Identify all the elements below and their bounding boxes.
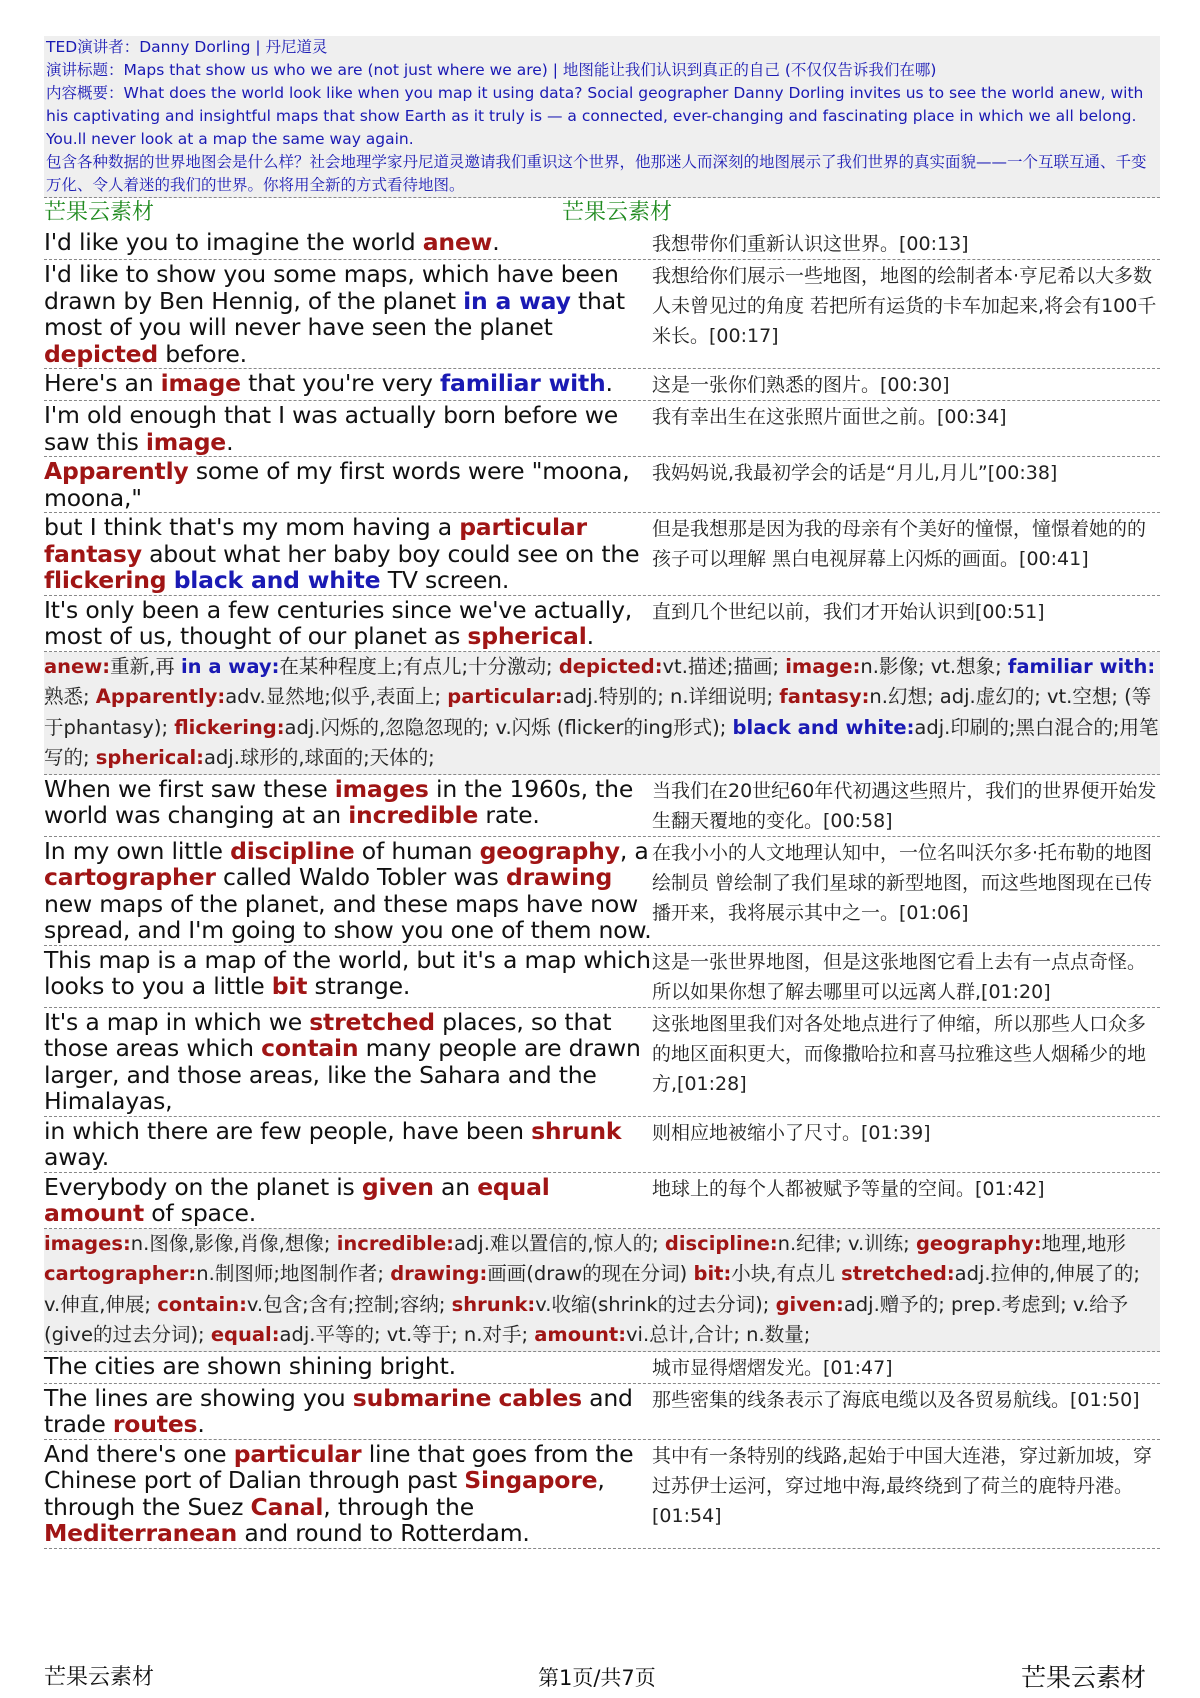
highlighted-term: shrunk (531, 1116, 622, 1145)
document-page (44, 36, 1160, 1549)
transcript-row (44, 946, 1160, 1008)
sentence-text: that most of you will never have seen the planet (44, 286, 625, 341)
highlighted-term: particular (459, 513, 587, 541)
english-sentence (44, 837, 652, 945)
highlighted-term: anew (422, 228, 493, 256)
sentence-text: I'm old enough that I was actually born before we saw this (44, 401, 619, 456)
transcript-row (44, 401, 1160, 457)
transcript-row (44, 1117, 1160, 1173)
vocab-word: images: (44, 1231, 131, 1255)
sentence-text: In my own little (44, 836, 231, 865)
vocab-definition: adv.显然地;似乎,表面上; (225, 685, 448, 708)
vocab-definition: 在某种程度上;有点儿;十分激动; (279, 654, 559, 678)
vocab-definition: n.影像; vt.想象; (860, 654, 1008, 678)
english-sentence (44, 1008, 652, 1116)
summary-zh: 包含各种数据的世界地图会是什么样？社会地理学家丹尼道灵邀请我们重识这个世界，他那迷人而深刻的地图展示了我们世界的真实面貌——一个互联互通、千变万化、令人着迷的我们的世界。你将用全新的方式看待地图。 (46, 153, 1147, 194)
highlighted-term: spherical (467, 622, 587, 650)
vocab-definition: v.包含;含有;控制;容纳; (246, 1292, 452, 1316)
highlighted-term: incredible (348, 801, 479, 829)
sentence-text: When we first saw these (44, 774, 335, 803)
transcript-row (44, 1352, 1160, 1384)
vocab-word: equal: (210, 1323, 280, 1346)
sentence-text: It's a map in which we (44, 1007, 310, 1036)
sentence-text: and round to Rotterdam. (237, 1519, 530, 1547)
highlighted-term: given (361, 1172, 434, 1201)
vocab-word: depicted: (558, 654, 663, 678)
sentence-text: rate. (478, 801, 540, 829)
vocab-word: stretched: (841, 1262, 955, 1285)
sentence-text: , a (619, 836, 649, 865)
highlighted-term: Singapore (464, 1466, 598, 1494)
sentence-text: many people are drawn larger, and those areas, like the Sahara and the Himalayas, (44, 1034, 641, 1115)
sentence-text: . (586, 622, 594, 650)
sentence-text: . (226, 427, 234, 456)
highlighted-term: submarine (352, 1383, 492, 1412)
english-sentence (44, 1352, 652, 1383)
chinese-translation: 其中有一条特别的线路,起始于中国大连港，穿过新加坡，穿过苏伊士运河，穿过地中海,最终绕到了荷兰的鹿特丹港。[01:54] (652, 1444, 1153, 1527)
vocab-word: geography: (915, 1231, 1042, 1255)
vocab-definition: adj.特别的; n.详细说明; (562, 685, 780, 708)
sentence-text: The cities are shown shining bright. (44, 1351, 456, 1380)
vocab-word: flickering: (174, 715, 285, 739)
english-sentence (44, 260, 652, 368)
sentence-text: called Waldo Tobler was (215, 863, 506, 891)
vocab-definition: 小块,有点儿 (731, 1262, 842, 1285)
sentence-text: The lines are showing you (44, 1383, 353, 1412)
vocab-word: given: (775, 1292, 844, 1316)
vocab-definition: vt.描述;描画; (662, 654, 786, 678)
sentence-text: I'd like to show you some maps, which have been drawn by Ben Hennig, of the planet (44, 260, 619, 315)
transcript-block-2 (44, 775, 1160, 1229)
chinese-translation: 这张地图里我们对各处地点进行了伸缩，所以那些人口众多的地区面积更大，而像撒哈拉和喜马拉雅这些人烟稀少的地方,[01:28] (652, 1012, 1147, 1095)
highlighted-term: cartographer (44, 863, 216, 891)
chinese-translation: 这是一张你们熟悉的图片。[00:30] (652, 374, 950, 396)
chinese-translation: 那些密集的线条表示了海底电缆以及各贸易航线。[01:50] (652, 1388, 1140, 1411)
highlighted-term: black and white (173, 566, 381, 594)
english-sentence (44, 775, 652, 836)
vocab-word: in a way: (181, 654, 280, 678)
vocab-word: image: (785, 654, 861, 678)
sentence-text: . (197, 1410, 205, 1438)
page-footer (44, 1660, 1160, 1696)
chinese-translation: 我想带你们重新认识这世界。[00:13] (652, 233, 969, 255)
sentence-text: . (492, 228, 500, 256)
highlighted-term: depicted (44, 339, 158, 368)
sentence-text: in which there are few people, have been (44, 1116, 532, 1145)
footer-brand-right: 芒果云素材 (1020, 1663, 1146, 1692)
highlighted-term: cables (498, 1383, 582, 1412)
brand-row (44, 198, 1160, 228)
transcript-row (44, 260, 1160, 369)
chinese-translation: 这是一张世界地图，但是这张地图它看上去有一点点奇怪。 所以如果你想了解去哪里可以远离人群,[01:20] (652, 950, 1147, 1003)
vocab-word: bit: (693, 1262, 732, 1285)
sentence-text: places, so that those areas which (44, 1007, 612, 1062)
sentence-text: , through the (323, 1492, 474, 1521)
vocab-word: drawing: (390, 1262, 488, 1285)
english-sentence (44, 946, 652, 1007)
vocab-word: black and white: (732, 715, 915, 739)
vocab-definition: adj.平等的; vt.等于; n.对手; (279, 1323, 535, 1346)
brand-right: 芒果云素材 (562, 200, 673, 225)
sentence-text: an (433, 1172, 478, 1201)
vocab-word: shrunk: (451, 1292, 536, 1316)
chinese-translation: 则相应地被缩小了尺寸。[01:39] (652, 1121, 931, 1144)
highlighted-term: images (334, 774, 429, 803)
highlighted-term: equal (477, 1172, 550, 1201)
vocab-definition: n.图像,影像,肖像,想像; (130, 1231, 337, 1255)
vocab-definition: 画画(draw的现在分词) (487, 1262, 694, 1285)
transcript-row (44, 369, 1160, 401)
sentence-text: This map is a map of the world, but it's a map which looks to you a little (44, 945, 651, 1000)
transcript-row (44, 596, 1160, 652)
highlighted-term: routes (112, 1410, 198, 1438)
vocab-definition: n.制图师;地图制作者; (196, 1262, 391, 1285)
talk-title-line: 演讲标题：Maps that show us who we are (not just where we are) | 地图能让我们认识到真正的自己 (不仅仅告诉我们在哪) (46, 61, 937, 79)
english-sentence (44, 401, 652, 456)
sentence-text: , through the Suez (44, 1466, 605, 1521)
chinese-translation: 地球上的每个人都被赋予等量的空间。[01:42] (652, 1177, 1045, 1200)
chinese-translation: 但是我想那是因为我的母亲有个美好的憧憬，憧憬着她的的孩子可以理解 黑白电视屏幕上闪烁的画面。[00:41] (652, 518, 1147, 570)
sentence-text: some of my first words were "moona, moona," (44, 457, 630, 512)
transcript-row (44, 775, 1160, 837)
vocab-definition: 熟悉; (44, 685, 96, 708)
vocab-word: contain: (157, 1292, 247, 1316)
sentence-text: that you're very (240, 369, 441, 397)
page-number: 第1页/共7页 (538, 1666, 656, 1690)
sentence-text: about what her baby boy could see on the (141, 539, 640, 568)
sentence-text: Here's an (44, 369, 161, 397)
vocab-word: fantasy: (779, 685, 870, 708)
sentence-text: strange. (307, 972, 411, 1000)
sentence-text: new maps of the planet, and these maps have now spread, and I'm going to show you one of them now. (44, 889, 652, 944)
vocab-definition: n.幻想; adj.虚幻的; vt.空想; (等于phantasy); (44, 685, 1152, 739)
english-sentence (44, 457, 652, 512)
highlighted-term: in a way (463, 286, 571, 315)
english-sentence (44, 596, 652, 651)
highlighted-term: image (160, 369, 241, 397)
highlighted-term: drawing (505, 863, 613, 891)
chinese-translation: 我想给你们展示一些地图，地图的绘制者本·亨尼希以大多数人未曾见过的角度 若把所有运货的卡车加起来,将会有100千米长。[00:17] (652, 265, 1157, 347)
transcript-row (44, 1384, 1160, 1440)
sentence-text: TV screen. (380, 566, 510, 594)
sentence-text: and trade (44, 1383, 633, 1438)
english-sentence (44, 1440, 652, 1548)
highlighted-term: geography (479, 836, 620, 865)
transcript-block-3 (44, 1352, 1160, 1549)
talk-header (44, 36, 1160, 198)
transcript-row (44, 457, 1160, 513)
vocab-definition: adj.拉伸的,伸展了的; v.伸直,伸展; (44, 1262, 1140, 1316)
transcript-row (44, 1173, 1160, 1229)
sentence-text: It's only been a few centuries since we've actually, most of us, thought of our planet as (44, 595, 633, 650)
sentence-text: away. (44, 1143, 110, 1171)
chinese-translation: 我有幸出生在这张照片面世之前。[00:34] (652, 406, 1007, 428)
english-sentence (44, 1384, 652, 1439)
transcript-row (44, 228, 1160, 260)
highlighted-term: Apparently (44, 457, 189, 485)
vocab-definition: adj.赠予的; prep.考虑到; v.给予 (give的过去分词); (44, 1292, 1129, 1346)
footer-brand-left: 芒果云素材 (44, 1665, 155, 1690)
highlighted-term: fantasy (44, 539, 142, 568)
vocab-word: spherical: (95, 746, 204, 769)
highlighted-term: stretched (309, 1007, 435, 1036)
vocab-definition: 重新,再 (110, 654, 181, 678)
sentence-text: of human (354, 836, 480, 865)
sentence-text: but I think that's my mom having a (44, 513, 460, 541)
chinese-translation: 当我们在20世纪60年代初遇这些照片，我们的世界便开始发生翻天覆地的变化。[00:58] (652, 779, 1157, 832)
vocab-definition: n.纪律; v.训练; (777, 1231, 916, 1255)
vocab-word: incredible: (336, 1231, 454, 1255)
transcript-row (44, 1440, 1160, 1549)
sentence-text: before. (157, 339, 247, 368)
highlighted-term: contain (261, 1034, 359, 1062)
brand-left: 芒果云素材 (44, 200, 155, 225)
highlighted-term: particular (233, 1439, 362, 1468)
sentence-text: of space. (143, 1199, 256, 1227)
english-sentence (44, 513, 652, 595)
chinese-translation: 我妈妈说,我最初学会的话是“月儿,月儿”[00:38] (652, 462, 1058, 484)
vocab-word: cartographer: (44, 1262, 197, 1285)
sentence-text: I'd like you to imagine the world (44, 228, 423, 256)
chinese-translation: 在我小小的人文地理认知中，一位名叫沃尔多·托布勒的地图绘制员 曾绘制了我们星球的新型地图，而这些地图现在已传播开来，我将展示其中之一。[01:06] (652, 841, 1153, 924)
english-sentence (44, 228, 652, 259)
vocab-definition: adj.闪烁的,忽隐忽现的; v.闪烁 (flicker的ing形式); (284, 715, 733, 739)
english-sentence (44, 1117, 652, 1172)
vocab-definition: adj.难以置信的,惊人的; (453, 1231, 665, 1255)
vocab-word: discipline: (664, 1231, 778, 1255)
summary-en: 内容概要：What does the world look like when you map it using data? Social geographer Danny Dorling invites us to see the world anew, with his captivating and insightful maps that show Earth as it truly is — a connected, ever-changing and fascinating place in which we all belong. You.ll never look at a map the same way again. (46, 84, 1144, 148)
highlighted-term: bit (271, 972, 308, 1000)
english-sentence (44, 369, 652, 400)
highlighted-term: discipline (230, 836, 355, 865)
highlighted-term: Canal (250, 1492, 324, 1521)
transcript-row (44, 837, 1160, 946)
vocab-word: particular: (447, 685, 563, 708)
highlighted-term: amount (44, 1199, 144, 1227)
vocabulary-block-2 (44, 1229, 1160, 1352)
transcript-block-1 (44, 228, 1160, 652)
vocab-word: familiar with: (1007, 654, 1156, 678)
vocab-word: anew: (44, 654, 111, 678)
vocab-word: Apparently: (95, 685, 226, 708)
speaker-line: TED演讲者：Danny Dorling | 丹尼道灵 (46, 38, 328, 56)
vocab-definition: v.收缩(shrink的过去分词); (535, 1292, 776, 1316)
chinese-translation: 城市显得熠熠发光。[01:47] (652, 1356, 893, 1379)
vocab-definition: vi.总计,合计; n.数量; (626, 1323, 811, 1346)
english-sentence (44, 1173, 652, 1228)
vocab-definition: adj.球形的,球面的;天体的; (203, 746, 435, 769)
vocabulary-block-1 (44, 652, 1160, 775)
vocab-word: amount: (534, 1323, 627, 1346)
highlighted-term: image (145, 427, 227, 456)
highlighted-term: flickering (44, 566, 167, 594)
transcript-row (44, 513, 1160, 596)
chinese-translation: 直到几个世纪以前，我们才开始认识到[00:51] (652, 600, 1045, 623)
vocab-definition: 地理,地形 (1041, 1231, 1126, 1255)
sentence-text: line that goes from the Chinese port of Dalian through past (44, 1439, 634, 1494)
sentence-text: . (605, 369, 613, 397)
highlighted-term: familiar with (440, 369, 606, 397)
transcript-row (44, 1008, 1160, 1117)
sentence-text (166, 566, 173, 594)
sentence-text: And there's one (44, 1439, 234, 1468)
highlighted-term: Mediterranean (44, 1519, 238, 1547)
sentence-text: in the 1960s, the world was changing at an (44, 774, 634, 829)
vocab-definition: adj.印刷的;黑白混合的;用笔写的; (44, 715, 1159, 769)
sentence-text: Everybody on the planet is (44, 1172, 362, 1201)
